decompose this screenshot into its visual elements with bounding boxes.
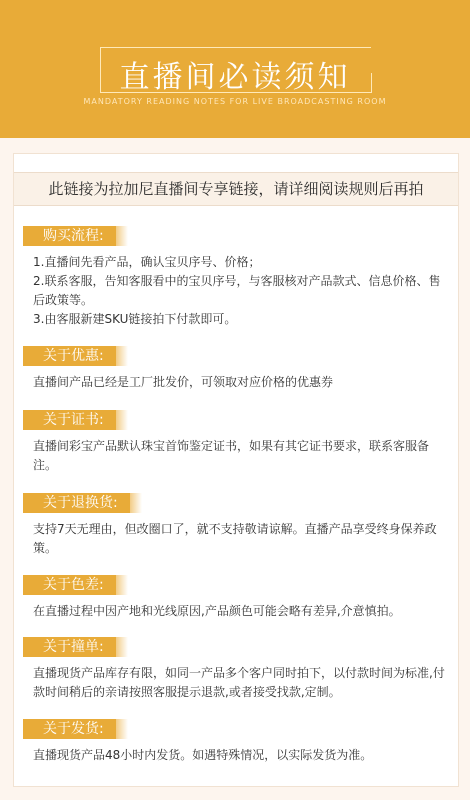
header-banner [0,0,470,138]
section-tag: 关于色差: [23,575,116,595]
page-title: 直播间必读须知 [119,60,351,95]
section-content [33,373,445,392]
section-tag: 关于发货: [23,719,116,739]
section-content [33,664,445,702]
section-tag: 关于优惠: [23,346,116,366]
section-content [33,746,445,765]
content-line: 直播现货产品48小时内发货。如遇特殊情况，以实际发货为准。 [33,748,373,762]
section-tag: 关于撞单: [23,637,116,657]
content-line: 支持7天无理由，但改圈口了，就不支持敬请谅解。直播产品享受终身保养政策。 [33,522,437,555]
section-content [33,253,445,329]
section-tag: 购买流程: [23,226,116,246]
link-notice: 此链接为拉加尼直播间专享链接，请详细阅读规则后再拍 [14,172,458,206]
content-line: 2.联系客服，告知客服看中的宝贝序号，与客服核对产品款式、信息价格、售后政策等。 [33,274,441,307]
section-tag: 关于退换货: [23,493,130,513]
content-line: 在直播过程中因产地和光线原因,产品颜色可能会略有差异,介意慎拍。 [33,604,401,618]
content-line: 3.由客服新建SKU链接拍下付款即可。 [33,312,237,326]
content-line: 直播间彩宝产品默认珠宝首饰鉴定证书，如果有其它证书要求，联系客服备注。 [33,439,430,472]
content-line: 直播现货产品库存有限，如同一产品多个客户同时拍下，以付款时间为标准,付款时间稍后的亲请按照客服提示退款,或者接受找款,定制。 [33,666,445,699]
content-line: 1.直播间先看产品，确认宝贝序号、价格； [33,255,261,269]
rules-card [13,153,459,787]
content-line: 直播间产品已经是工厂批发价，可领取对应价格的优惠券 [33,375,334,389]
section-content [33,602,445,621]
page-subtitle: MANDATORY READING NOTES FOR LIVE BROADCASTING ROOM [83,97,387,106]
section-content [33,520,445,558]
section-tag: 关于证书: [23,410,116,430]
section-content [33,437,445,475]
